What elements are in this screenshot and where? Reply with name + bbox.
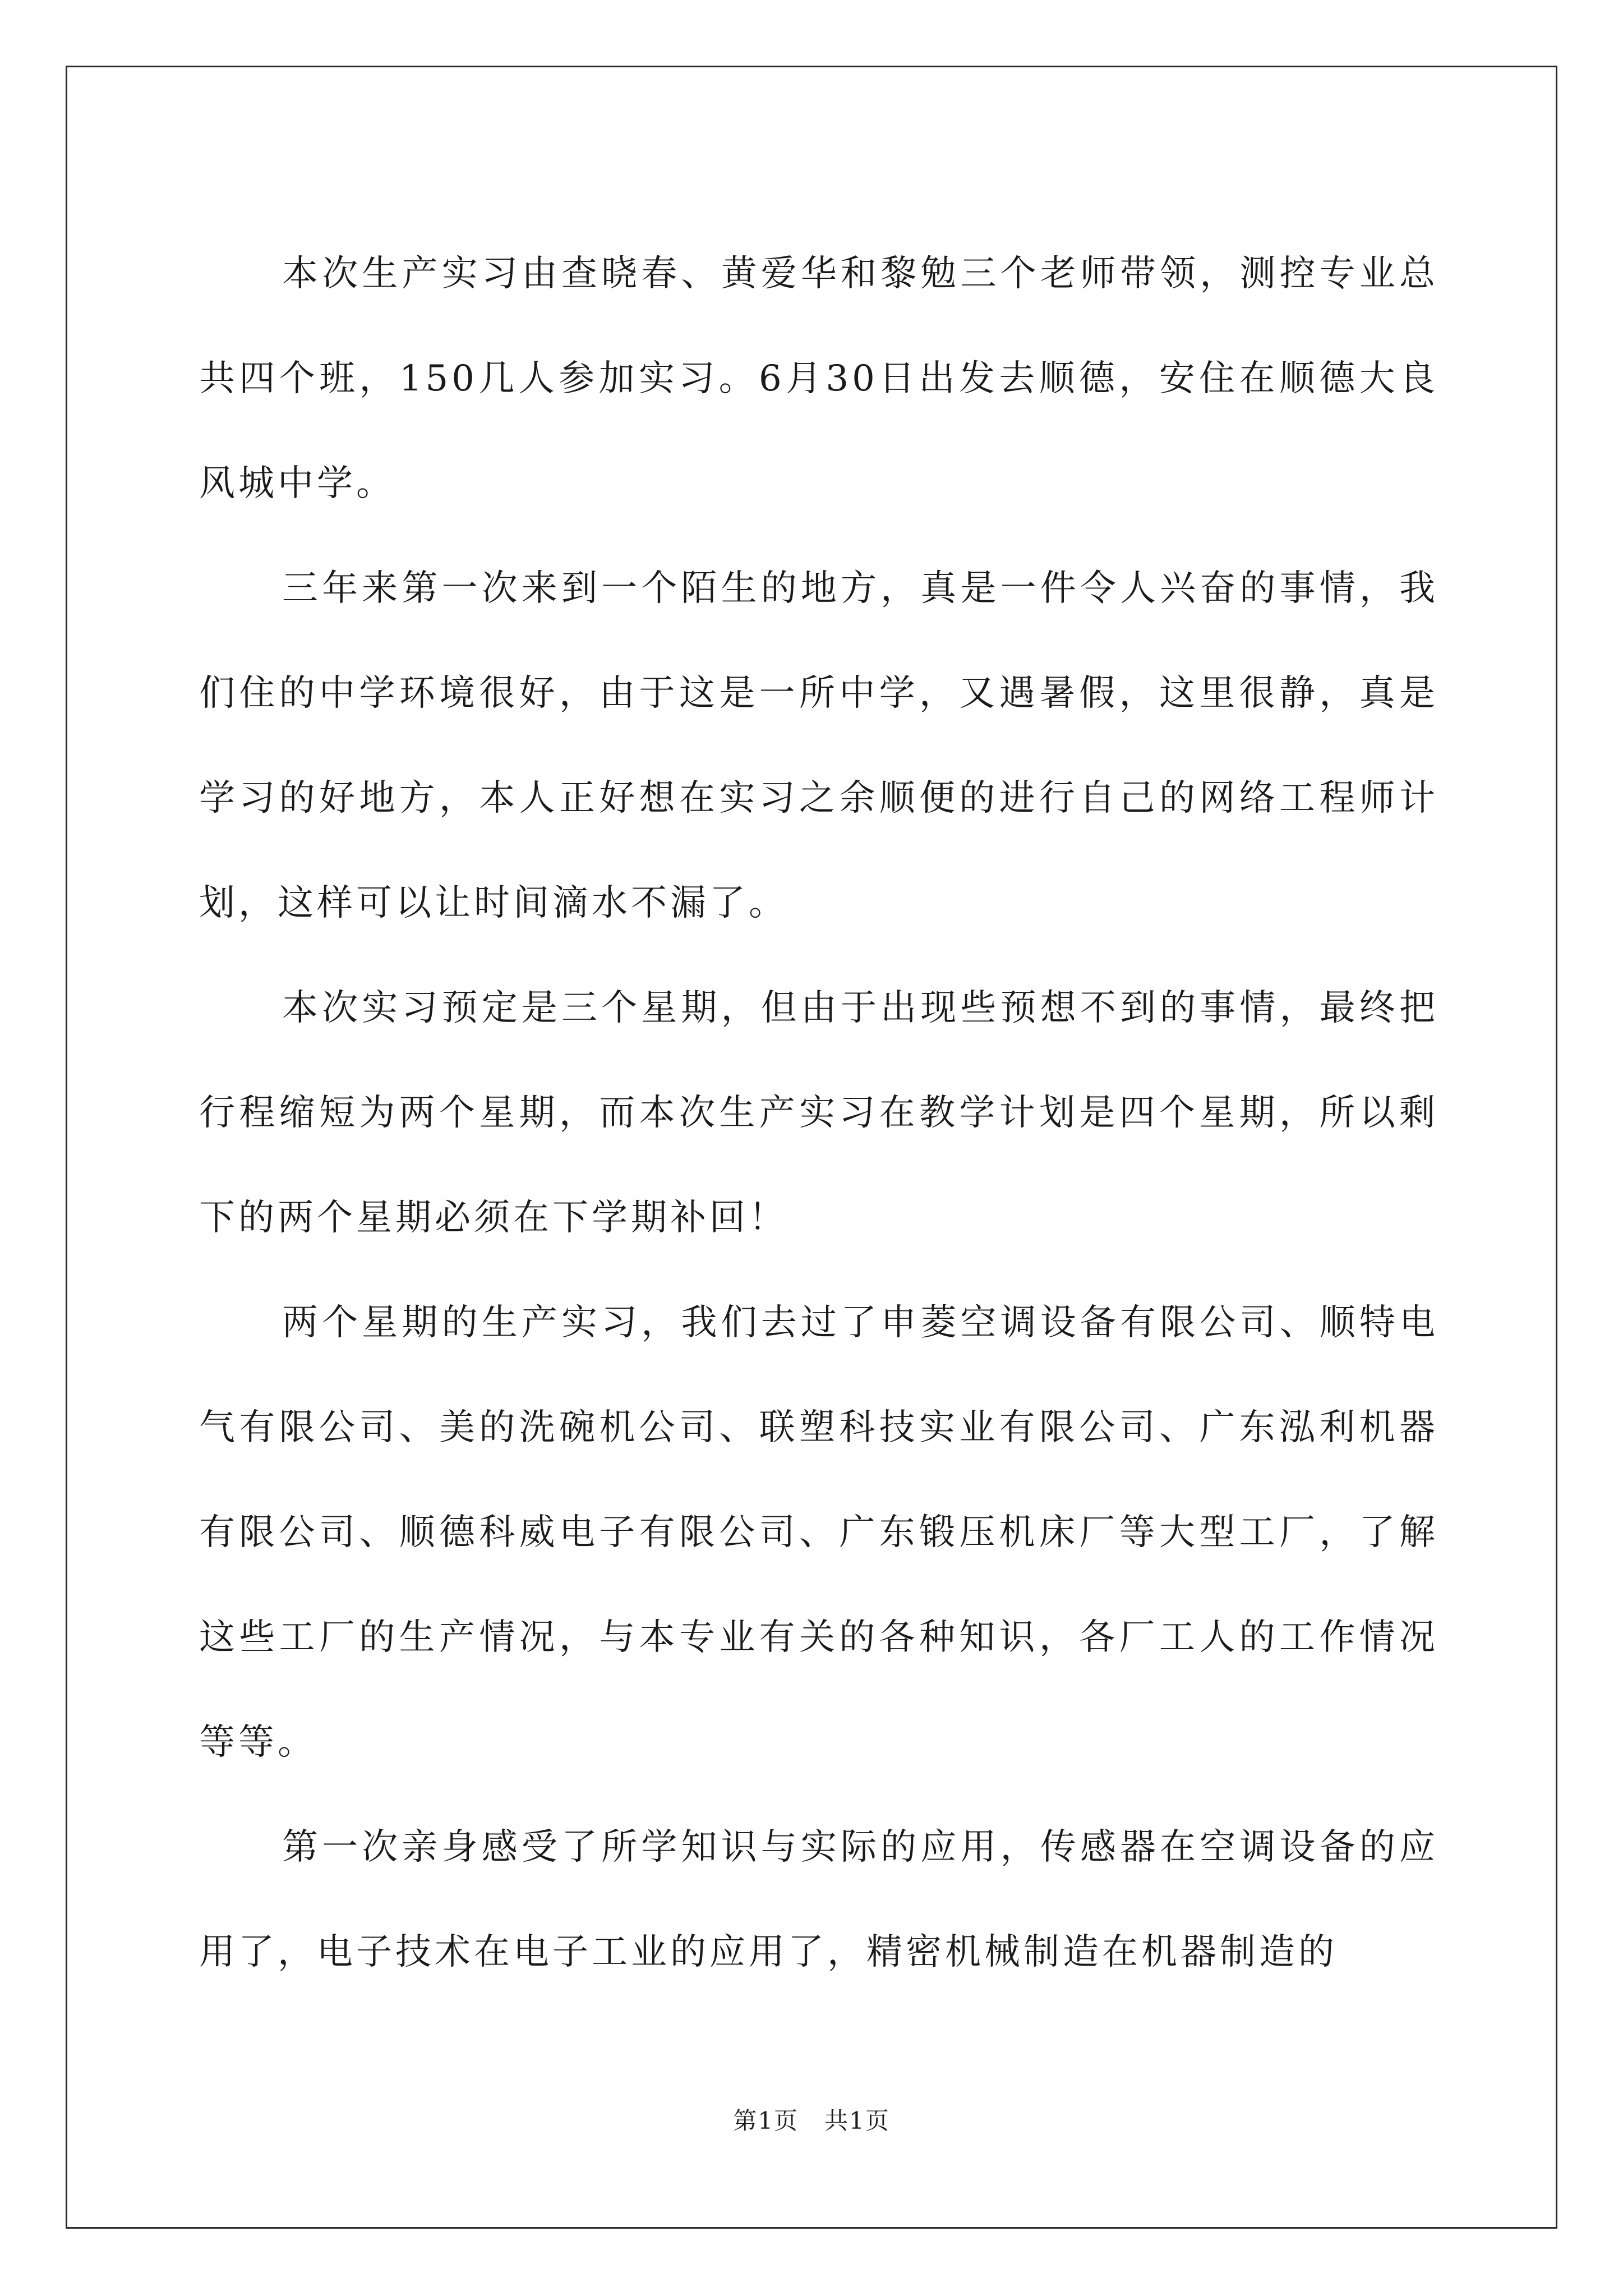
paragraph-2: 三年来第一次来到一个陌生的地方，真是一件令人兴奋的事情，我们住的中学环境很好，由于这是一所中学，又遇暑假，这里很静，真是学习的好地方，本人正好想在实习之余顺便的进行自己的网络工程师计划，这样可以让时间滴水不漏了。	[199, 568, 1438, 924]
document-body	[199, 222, 1438, 2005]
paragraph-3: 本次实习预定是三个星期，但由于出现些预想不到的事情，最终把行程缩短为两个星期，而本次生产实习在教学计划是四个星期，所以剩下的两个星期必须在下学期补回！	[199, 987, 1438, 1239]
page-number-footer: 第1页 共1页	[733, 2107, 890, 2134]
paragraph-1: 本次生产实习由查晓春、黄爱华和黎勉三个老师带领，测控专业总共四个班，150几人参加实习。6月30日出发去顺德，安住在顺德大良风城中学。	[199, 253, 1438, 504]
paragraph-4: 两个星期的生产实习，我们去过了申菱空调设备有限公司、顺特电气有限公司、美的洗碗机公司、联塑科技实业有限公司、广东泓利机器有限公司、顺德科威电子有限公司、广东锻压机床厂等大型工厂，了解这些工厂的生产情况，与本专业有关的各种知识，各厂工人的工作情况等等。	[199, 1302, 1438, 1763]
paragraph-5: 第一次亲身感受了所学知识与实际的应用，传感器在空调设备的应用了，电子技术在电子工业的应用了，精密机械制造在机器制造的	[199, 1826, 1438, 1973]
